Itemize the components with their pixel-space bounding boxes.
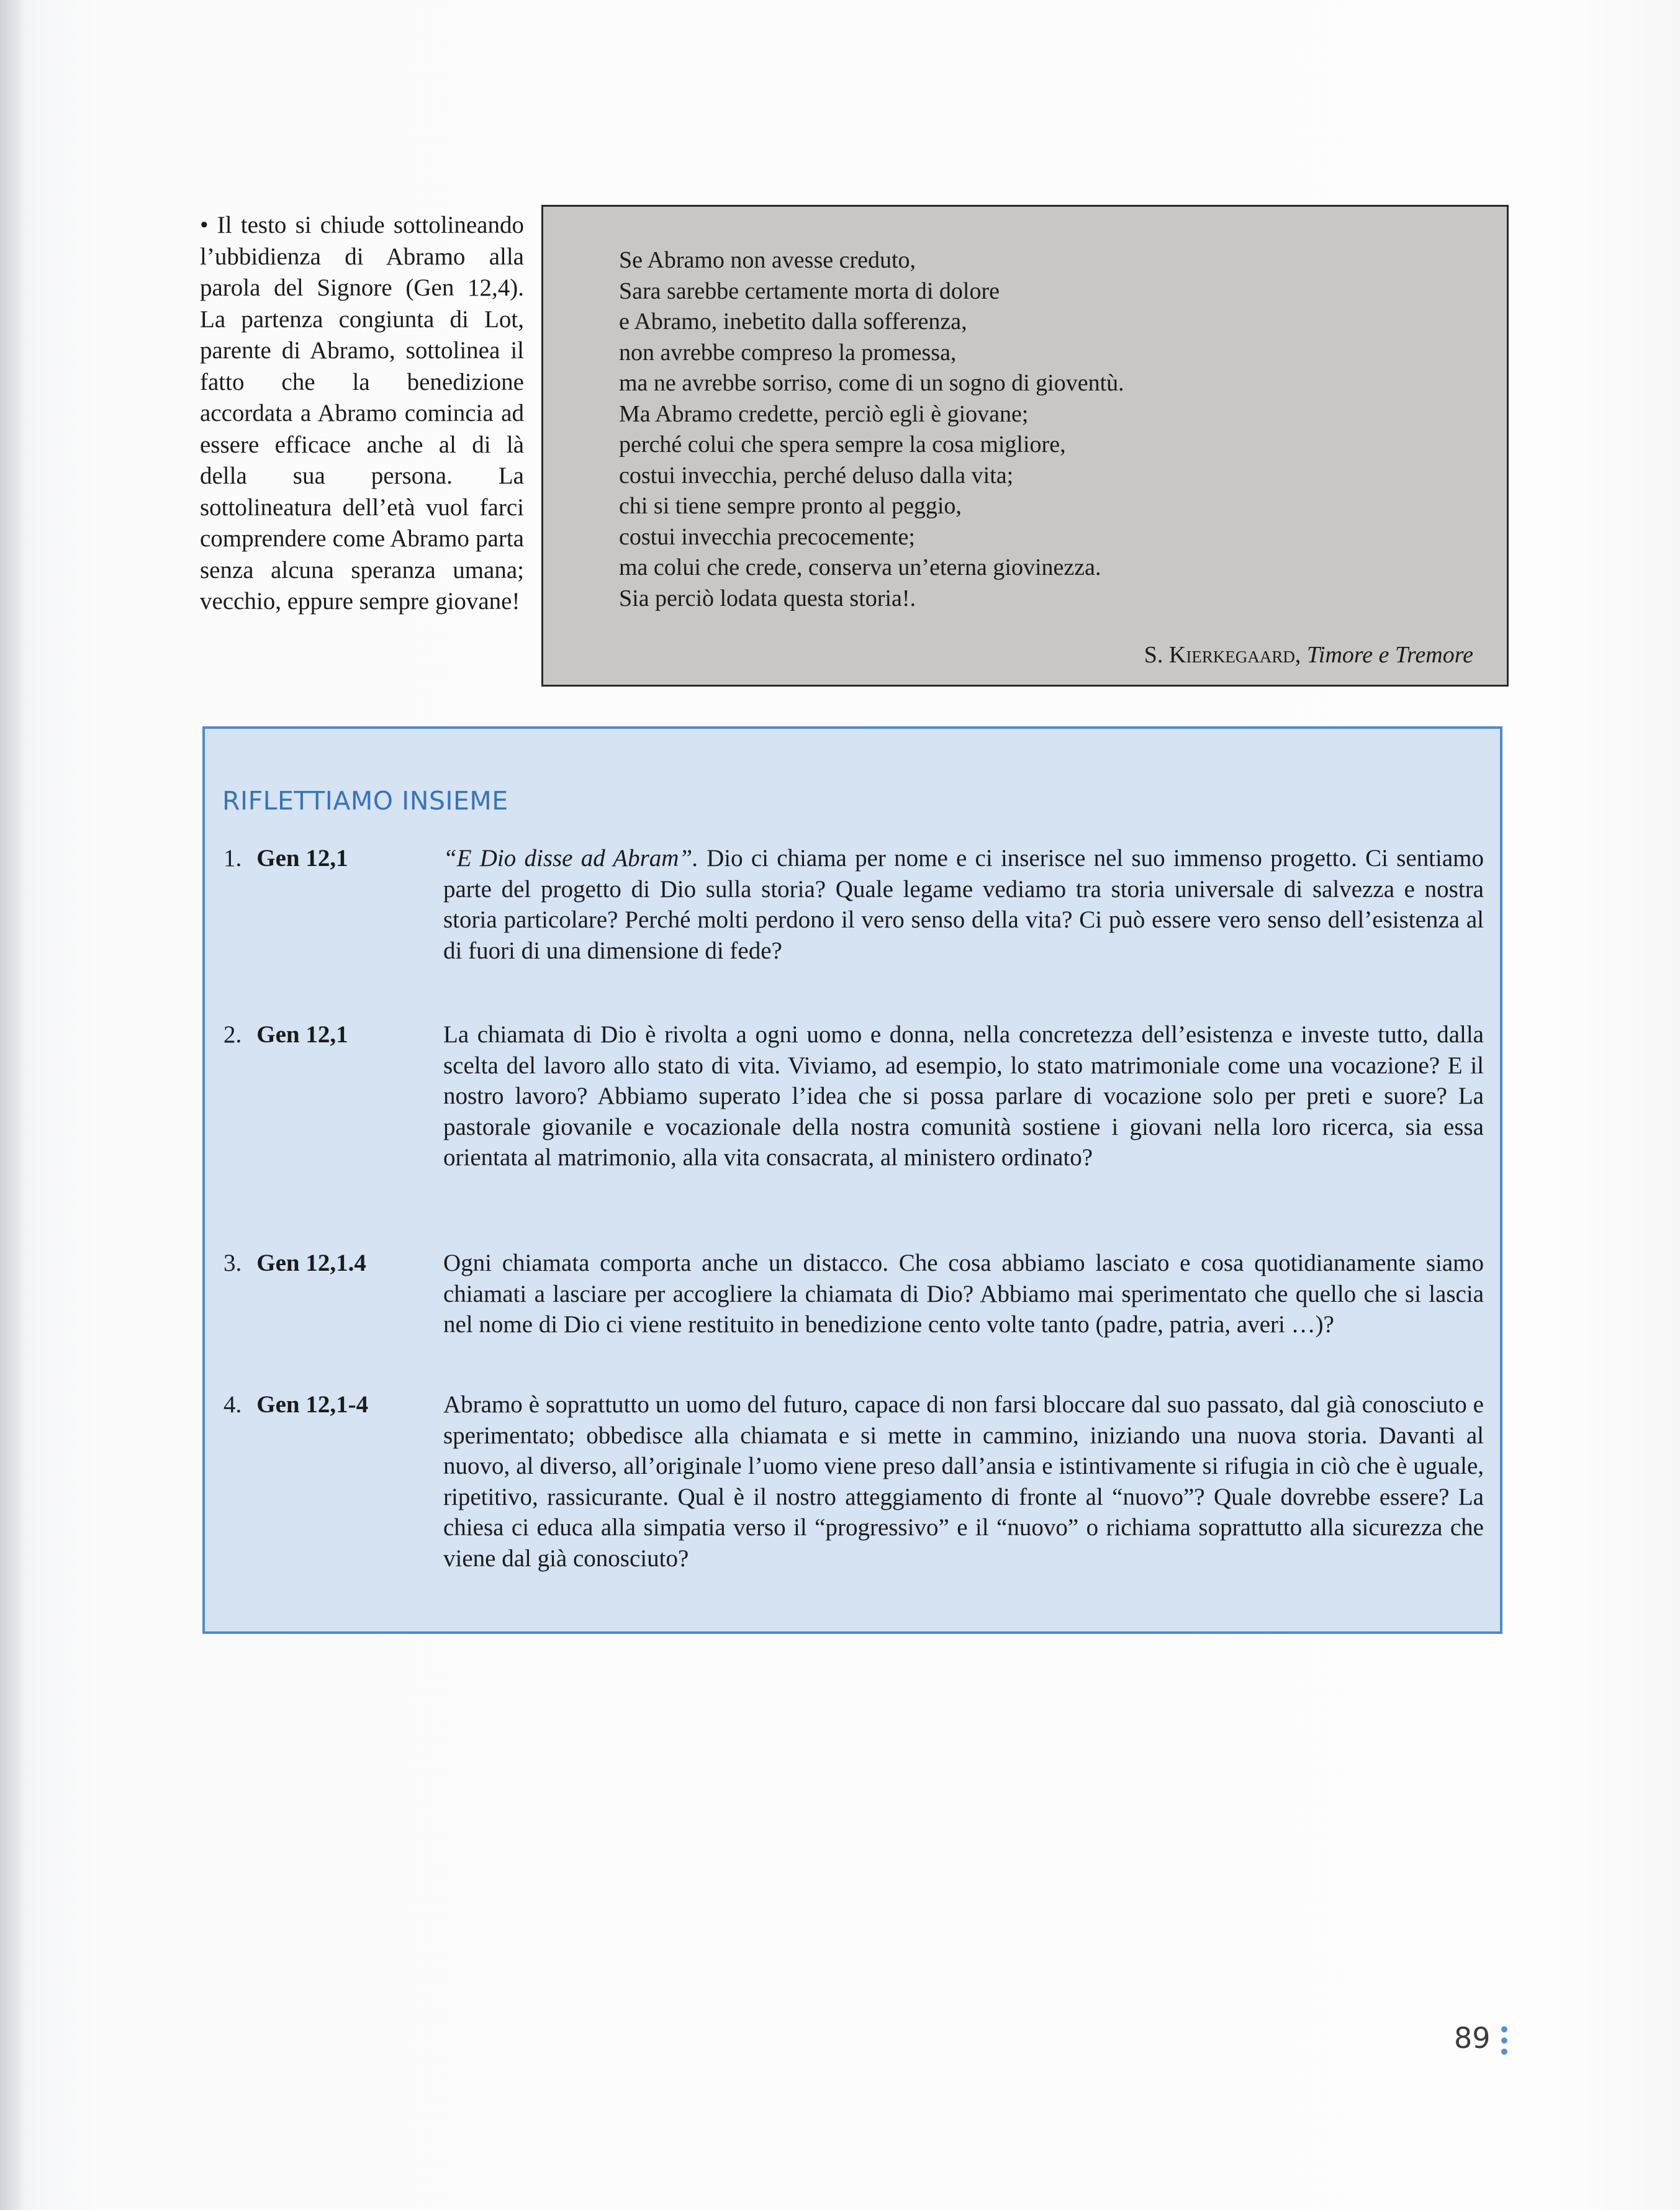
quote-line: non avrebbe compreso la promessa,	[619, 339, 957, 366]
reflection-title: RIFLETTIAMO INSIEME	[222, 786, 508, 816]
item-reference	[224, 843, 416, 874]
quote-line: e Abramo, inebetito dalla sofferenza,	[619, 309, 967, 335]
quote-box	[541, 205, 1509, 687]
reflection-item	[224, 1019, 1484, 1173]
reflection-box	[202, 726, 1502, 1634]
item-reference	[224, 1389, 416, 1420]
quote-line: Sara sarebbe certamente morta di dolore	[619, 277, 1000, 304]
item-text	[443, 1389, 1484, 1574]
page-number: 89	[1454, 2021, 1491, 2055]
intro-paragraph: • Il testo si chiude sottolineando l’ubbidienza di Abramo alla parola del Signore (Gen 12,4). La partenza congiunta di Lot, parente di Abramo, sottolinea il fatto che la benedizione accordata a Abramo comincia ad essere efficace anche al di là della sua persona. La sottolineatura dell’età vuol farci comprendere come Abramo parta senza alcuna speranza umana; vecchio, eppure sempre giovane!	[200, 212, 524, 615]
reflection-item	[224, 1389, 1484, 1574]
item-citation: Gen 12,1-4	[256, 1391, 369, 1418]
page-gutter-shadow	[0, 0, 25, 2210]
item-body: La chiamata di Dio è rivolta a ogni uomo e donna, nella concretezza dell’esistenza e investe tutto, dalla scelta del lavoro allo stato di vita. Viviamo, ad esempio, lo stato matrimoniale come una vocazione? E il nostro lavoro? Abbiamo superato l’idea che si possa parlare di vocazione solo per preti e suore? La pastorale giovanile e vocazionale della nostra comunità sostiene i giovani nella loro ricerca, sia essa orientata al matrimonio, alla vita consacrata, al ministero ordinato?	[443, 1021, 1484, 1171]
quote-attribution	[1144, 641, 1473, 669]
item-number: 2.	[224, 1021, 242, 1048]
item-citation: Gen 12,1	[256, 1021, 348, 1048]
quote-line: chi si tiene sempre pronto al peggio,	[619, 493, 962, 519]
quote-author: S. Kierkegaard,	[1144, 642, 1301, 668]
quote-work-title: Timore e Tremore	[1306, 642, 1473, 668]
item-body: Ogni chiamata comporta anche un distacco. Che cosa abbiamo lasciato e cosa quotidianamente siamo chiamati a lasciare per accogliere la chiamata di Dio? Abbiamo mai sperimentato che quello che si lascia nel nome di Dio ci viene restituito in benedizione cento volte tanto (padre, patria, averi …)?	[443, 1250, 1484, 1338]
item-reference	[224, 1019, 416, 1050]
quote-line: costui invecchia, perché deluso dalla vita;	[619, 462, 1014, 489]
item-number: 4.	[224, 1391, 242, 1418]
page-number-dots-icon	[1500, 2021, 1509, 2060]
quote-line: ma colui che crede, conserva un’eterna giovinezza.	[619, 554, 1101, 580]
quote-line: costui invecchia precocemente;	[619, 523, 915, 550]
quote-line: perché colui che spera sempre la cosa migliore,	[619, 431, 1066, 458]
quote-line: Se Abramo non avesse creduto,	[619, 247, 916, 273]
item-text	[443, 843, 1484, 966]
item-text	[443, 1248, 1484, 1340]
quote-line: ma ne avrebbe sorriso, come di un sogno di gioventù.	[619, 370, 1124, 396]
item-number: 3.	[224, 1250, 242, 1276]
item-number: 1.	[224, 845, 242, 872]
item-body: Abramo è soprattutto un uomo del futuro, capace di non farsi bloccare dal suo passato, dal già conosciuto e sperimentato; obbedisce alla chiamata e si mette in cammino, iniziando una nuova storia. Davanti al nuovo, al diverso, all’originale l’uomo viene preso dall’ansia e istintivamente si rifugia in ciò che è uguale, ripetitivo, rassicurante. Qual è il nostro atteggiamento di fronte al “nuovo”? Quale dovrebbe essere? La chiesa ci educa alla simpatia verso il “progressivo” e il “nuovo” o richiama soprattutto alla sicurezza che viene dal già conosciuto?	[443, 1391, 1484, 1572]
item-body: Dio ci chiama per nome e ci inserisce nel suo immenso progetto. Ci sentiamo parte del progetto di Dio sulla storia? Quale legame vediamo tra storia universale di salvezza e nostra storia particolare? Perché molti perdono il vero senso della vita? Ci può essere vero senso dell’esistenza al di fuori di una dimensione di fede?	[443, 845, 1484, 964]
item-citation: Gen 12,1.4	[256, 1250, 366, 1276]
item-citation: Gen 12,1	[256, 845, 348, 872]
item-text	[443, 1019, 1484, 1173]
quote-line: Sia perciò lodata questa storia!.	[619, 585, 916, 611]
quote-poem	[619, 245, 1488, 614]
item-reference	[224, 1248, 416, 1279]
item-quote: “E Dio disse ad Abram”.	[443, 845, 698, 872]
reflection-item	[224, 843, 1484, 966]
reflection-item	[224, 1248, 1484, 1340]
quote-line: Ma Abramo credette, perciò egli è giovane;	[619, 400, 1029, 427]
